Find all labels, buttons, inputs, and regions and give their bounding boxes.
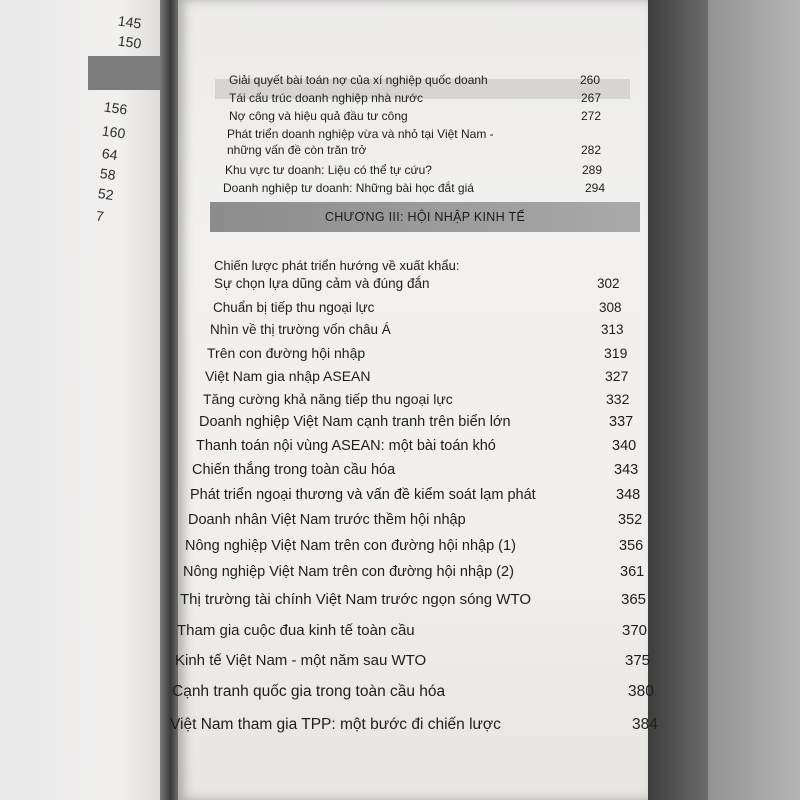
toc-entry-title: Tái cấu trúc doanh nghiệp nhà nước	[229, 91, 424, 105]
left-page-number: 160	[101, 122, 127, 142]
toc-entry-title: Kinh tế Việt Nam - một năm sau WTO	[175, 652, 427, 669]
toc-entry-page: 282	[581, 143, 602, 157]
toc-entry-title: Tham gia cuộc đua kinh tế toàn cầu	[177, 622, 415, 639]
left-page-number: 52	[96, 184, 115, 204]
background-right	[648, 0, 800, 800]
previous-page	[0, 0, 168, 800]
toc-entry-title: Doanh nhân Việt Nam trước thềm hội nhập	[188, 512, 466, 528]
toc-entry-title: Chiến lược phát triển hướng về xuất khẩu:	[214, 258, 460, 273]
toc-entry-title: Nợ công và hiệu quả đầu tư công	[229, 109, 408, 123]
toc-entry-page: 302	[597, 276, 620, 291]
toc-entry-title: Nhìn về thị trường vốn châu Á	[210, 322, 391, 337]
left-page-number: 58	[98, 164, 117, 184]
toc-entry-page: 319	[604, 345, 628, 361]
toc-entry-title: Chuẩn bị tiếp thu ngoại lực	[213, 300, 375, 315]
toc-entry-title: Việt Nam gia nhập ASEAN	[205, 368, 371, 384]
toc-entry-page: 289	[582, 163, 603, 177]
toc-entry-page: 370	[622, 622, 648, 639]
toc-entry-page: 380	[628, 683, 654, 700]
toc-entry-page: 313	[601, 322, 624, 337]
toc-entry-title: Doanh nghiệp tư doanh: Những bài học đắt giá	[223, 181, 474, 195]
left-page-number: 64	[100, 144, 119, 164]
toc-entry-page: 294	[585, 181, 606, 195]
toc-entry-title: Thị trường tài chính Việt Nam trước ngọn sóng WTO	[180, 591, 532, 608]
left-page-number: 156	[103, 98, 129, 118]
toc-entry-page: 327	[605, 368, 629, 384]
toc-entry-page: 308	[599, 300, 622, 315]
toc-entry-page: 384	[632, 716, 658, 733]
toc-entry-page: 272	[581, 109, 602, 123]
toc-entry-page: 332	[606, 391, 630, 407]
toc-entry-title: Chiến thắng trong toàn cầu hóa	[192, 462, 396, 478]
toc-entry-title: những vấn đề còn trăn trở	[227, 143, 367, 157]
toc-entry-title: Nông nghiệp Việt Nam trên con đường hội nhập (1)	[185, 538, 516, 554]
toc-entry-title: Giải quyết bài toán nợ của xí nghiệp quốc doanh	[229, 73, 488, 87]
toc-entry-title: Thanh toán nội vùng ASEAN: một bài toán khó	[196, 438, 496, 454]
toc-entry-page: 361	[620, 564, 645, 580]
toc-entry-page: 356	[619, 538, 644, 554]
previous-page-gray-block	[88, 56, 168, 90]
toc-entry-title: Cạnh tranh quốc gia trong toàn cầu hóa	[172, 683, 446, 700]
toc-entry-page: 343	[614, 462, 639, 478]
toc-entry-title: Phát triển ngoại thương và vấn đề kiểm soát lạm phát	[190, 487, 536, 503]
toc-entry-title: Phát triển doanh nghiệp vừa và nhỏ tại Việt Nam -	[227, 127, 494, 141]
toc-entry-title: Doanh nghiệp Việt Nam cạnh tranh trên biển lớn	[199, 414, 511, 430]
left-page-number: 7	[94, 207, 105, 225]
toc-entry-title: Khu vực tư doanh: Liệu có thể tự cứu?	[225, 163, 432, 177]
left-page-number: 145	[117, 12, 143, 32]
toc-entry-title: Sự chọn lựa dũng cảm và đúng đắn	[214, 276, 430, 291]
chapter-heading: CHƯƠNG III: HỘI NHẬP KINH TẾ	[210, 202, 640, 232]
toc-entry-page: 267	[581, 91, 602, 105]
toc-entry-title: Tăng cường khả năng tiếp thu ngoại lực	[203, 391, 453, 407]
toc-entry-page: 348	[616, 487, 641, 503]
toc-entry-title: Trên con đường hội nhập	[207, 345, 366, 361]
toc-entry-page: 260	[580, 73, 601, 87]
toc-entry-title: Nông nghiệp Việt Nam trên con đường hội nhập (2)	[183, 564, 514, 580]
left-page-number: 150	[117, 32, 143, 52]
toc-entry-page: 340	[612, 438, 637, 454]
toc-entry-page: 337	[609, 414, 634, 430]
toc-entry-title: Việt Nam tham gia TPP: một bước đi chiến lược	[170, 716, 501, 733]
toc-entry-page: 352	[618, 512, 643, 528]
toc-entry-page: 375	[625, 652, 651, 669]
background-sheet	[648, 0, 708, 800]
toc-entry-page: 365	[621, 591, 647, 608]
